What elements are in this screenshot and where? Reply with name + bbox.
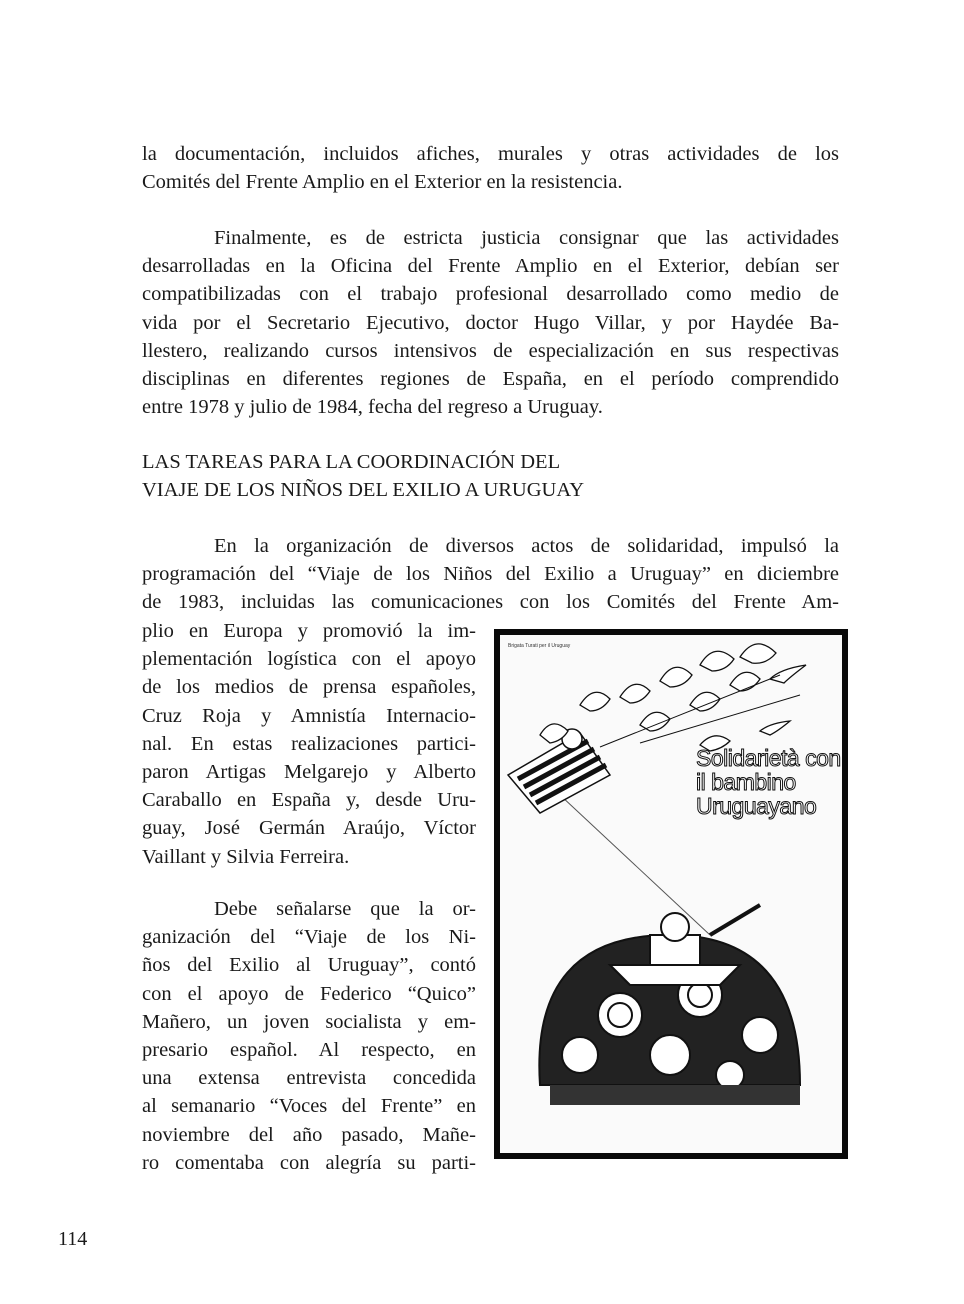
heading-line-1: LAS TAREAS PARA LA COORDINACIÓN DEL xyxy=(142,451,561,473)
paragraph-4 xyxy=(142,895,476,1177)
solidarity-poster-image xyxy=(494,629,848,1159)
text-line: paron Artigas Melgarejo y Alberto xyxy=(142,760,476,783)
text-line: al semanario “Voces del Frente” en xyxy=(142,1095,476,1118)
text-line: plementación logística con el apoyo xyxy=(142,648,476,671)
poster-title-line-3: Uruguayano xyxy=(696,793,817,819)
text-line: nal. En estas realizaciones partici- xyxy=(142,732,476,755)
text-line: Finalmente, es de estricta justicia consignar que las actividades xyxy=(214,227,839,249)
text-line: de 1983, incluidas las comunicaciones con los Comités del Frente Am- xyxy=(142,591,839,614)
text-line: la documentación, incluidos afiches, murales y otras actividades de los xyxy=(142,143,839,165)
flag-icon xyxy=(508,729,610,813)
text-line: desarrolladas en la Oficina del Frente Amplio en el Exterior, debían ser xyxy=(142,255,839,278)
poster-caption: Brigata Turati per il Uruguay xyxy=(508,643,571,649)
text-line: presario español. Al respecto, en xyxy=(142,1038,476,1061)
text-line: llestero, realizando cursos intensivos de especialización en sus respectivas xyxy=(142,339,839,362)
text-line: una extensa entrevista concedida xyxy=(142,1067,476,1090)
paragraph-3 xyxy=(142,532,839,617)
text-line: En la organización de diversos actos de solidaridad, impulsó la xyxy=(214,535,839,557)
text-line: Vaillant y Silvia Ferreira. xyxy=(142,845,350,868)
section-heading xyxy=(142,448,839,504)
text-line: Debe señalarse que la or- xyxy=(214,898,476,920)
globe-illustration xyxy=(539,905,800,1105)
text-line: plio en Europa y promovió la im- xyxy=(142,620,476,642)
text-line: de los medios de prensa españoles, xyxy=(142,676,476,699)
text-line: disciplinas en diferentes regiones de España, en el período comprendido xyxy=(142,367,839,390)
text-line: entre 1978 y julio de 1984, fecha del regreso a Uruguay. xyxy=(142,396,603,419)
text-line: Cruz Roja y Amnistía Internacio- xyxy=(142,704,476,727)
text-line: Mañero, un joven socialista y em- xyxy=(142,1010,476,1033)
paragraph-2 xyxy=(142,224,839,421)
text-line: ro comentaba con alegría su parti- xyxy=(142,1151,476,1174)
text-line: vida por el Secretario Ejecutivo, doctor Hugo Villar, y por Haydée Ba- xyxy=(142,311,839,334)
text-line: ganización del “Viaje de los Ni- xyxy=(142,926,476,949)
poster-illustration xyxy=(500,635,842,1153)
poster-title-line-2: il bambino xyxy=(696,769,796,795)
heading-line-2: VIAJE DE LOS NIÑOS DEL EXILIO A URUGUAY xyxy=(142,479,585,502)
paragraph-1 xyxy=(142,140,839,196)
poster-artwork xyxy=(500,635,842,1153)
text-line: Caraballo en España y, desde Uru- xyxy=(142,789,476,812)
text-line: programación del “Viaje de los Niños del Exilio a Uruguay” en diciembre xyxy=(142,563,839,586)
text-line: noviembre del año pasado, Mañe- xyxy=(142,1123,476,1146)
text-line: Comités del Frente Amplio en el Exterior en la resistencia. xyxy=(142,171,623,194)
poster-title-line-1: Solidarietà con xyxy=(696,745,841,771)
text-line: ños del Exilio al Uruguay”, contó xyxy=(142,954,476,977)
paragraph-3-continued xyxy=(142,617,476,871)
text-line: compatibilizadas con el trabajo profesional desarrollado como medio de xyxy=(142,283,839,306)
page-number: 114 xyxy=(58,1228,88,1250)
text-line: guay, José Germán Araújo, Víctor xyxy=(142,817,476,840)
text-line: con el apoyo de Federico “Quico” xyxy=(142,982,476,1005)
